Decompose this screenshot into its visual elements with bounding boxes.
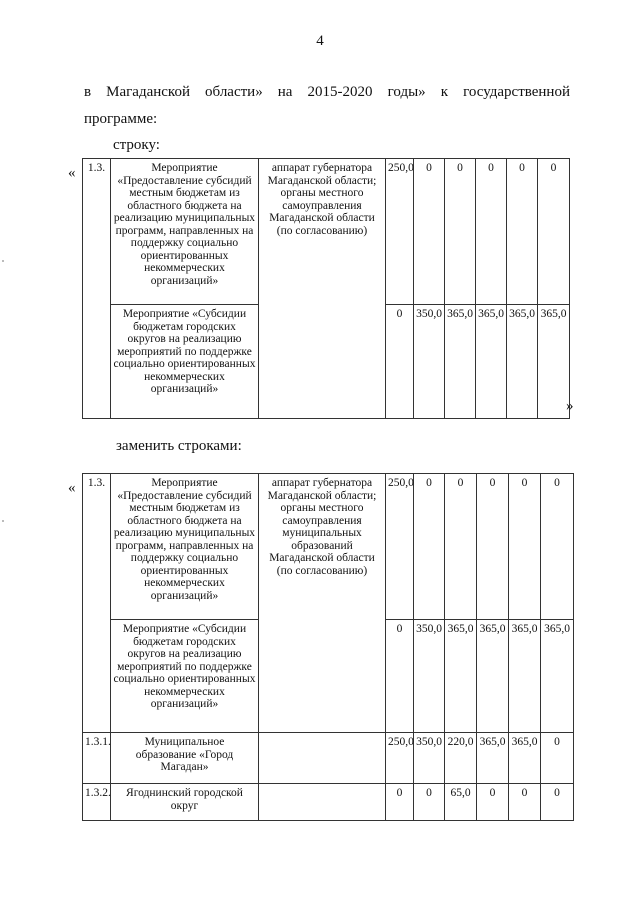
value-cell: 0: [538, 159, 570, 305]
value-cell: 0: [386, 620, 414, 733]
table-row: [83, 784, 574, 821]
value-cell: 0: [445, 159, 476, 305]
scan-speck: [2, 260, 4, 262]
value-cell: 0: [476, 159, 507, 305]
measure-name: Мероприятие «Предоставление субсидий местным бюджетам из областного бюджета на реализацию муниципальных программ, направленных на поддержку социально ориентированных некоммерческих организаций»: [111, 474, 259, 620]
open-quote-new: «: [68, 480, 76, 496]
table-row: [83, 159, 570, 305]
value-cell: 365,0: [445, 620, 477, 733]
value-cell: 365,0: [477, 733, 509, 784]
value-cell: 365,0: [507, 305, 538, 419]
value-cell: 365,0: [538, 305, 570, 419]
value-cell: 0: [507, 159, 538, 305]
value-cell: 365,0: [509, 733, 541, 784]
value-cell: 0: [477, 784, 509, 821]
value-cell: 220,0: [445, 733, 477, 784]
value-cell: 0: [541, 784, 574, 821]
value-cell: 0: [414, 474, 445, 620]
page-number: 4: [316, 33, 324, 49]
old-table: [82, 158, 570, 419]
new-table: [82, 473, 574, 821]
value-cell: 0: [414, 784, 445, 821]
value-cell: 350,0: [414, 733, 445, 784]
value-cell: 365,0: [476, 305, 507, 419]
label-old-row: строку:: [113, 137, 160, 153]
close-quote-old: »: [566, 398, 574, 414]
executor-cell: аппарат губернатора Магаданской области; органы местного самоуправления Магаданской области (по согласованию): [259, 159, 386, 419]
table-row: [83, 733, 574, 784]
value-cell: 365,0: [509, 620, 541, 733]
value-cell: 250,0: [386, 474, 414, 620]
value-cell: 365,0: [477, 620, 509, 733]
intro-line-1: в Магаданской области» на 2015-2020 годы» к государственной: [84, 84, 570, 100]
value-cell: 350,0: [414, 620, 445, 733]
measure-name: Ягоднинский городской округ: [111, 784, 259, 821]
value-cell: 0: [509, 474, 541, 620]
value-cell: 250,0: [386, 159, 414, 305]
value-cell: 365,0: [541, 620, 574, 733]
value-cell: 0: [414, 159, 445, 305]
value-cell: 365,0: [445, 305, 476, 419]
value-cell: 65,0: [445, 784, 477, 821]
value-cell: 0: [445, 474, 477, 620]
label-new-rows: заменить строками:: [116, 438, 242, 454]
value-cell: 250,0: [386, 733, 414, 784]
value-cell: 0: [477, 474, 509, 620]
executor-cell: аппарат губернатора Магаданской области; органы местного самоуправления муниципальных образований Магаданской области (по согласованию): [259, 474, 386, 733]
measure-name: Мероприятие «Предоставление субсидий местным бюджетам из областного бюджета на реализацию муниципальных программ, направленных на поддержку социально ориентированных некоммерческих организаций»: [111, 159, 259, 305]
executor-cell: [259, 733, 386, 784]
measure-name: Мероприятие «Субсидии бюджетам городских округов на реализацию мероприятий по поддержке социально ориентированных некоммерческих организаций»: [111, 620, 259, 733]
intro-line-2: программе:: [84, 111, 158, 127]
value-cell: 0: [386, 305, 414, 419]
executor-cell: [259, 784, 386, 821]
row-code: 1.3.2.: [83, 784, 111, 821]
value-cell: 350,0: [414, 305, 445, 419]
scan-speck: [2, 520, 4, 522]
row-code: 1.3.1.: [83, 733, 111, 784]
row-code: 1.3.: [83, 474, 111, 733]
measure-name: Муниципальное образование «Город Магадан»: [111, 733, 259, 784]
row-code: 1.3.: [83, 159, 111, 419]
value-cell: 0: [541, 733, 574, 784]
measure-name: Мероприятие «Субсидии бюджетам городских округов на реализацию мероприятий по поддержке социально ориентированных некоммерческих организаций»: [111, 305, 259, 419]
open-quote-old: «: [68, 165, 76, 181]
value-cell: 0: [386, 784, 414, 821]
table-row: [83, 474, 574, 620]
value-cell: 0: [541, 474, 574, 620]
value-cell: 0: [509, 784, 541, 821]
